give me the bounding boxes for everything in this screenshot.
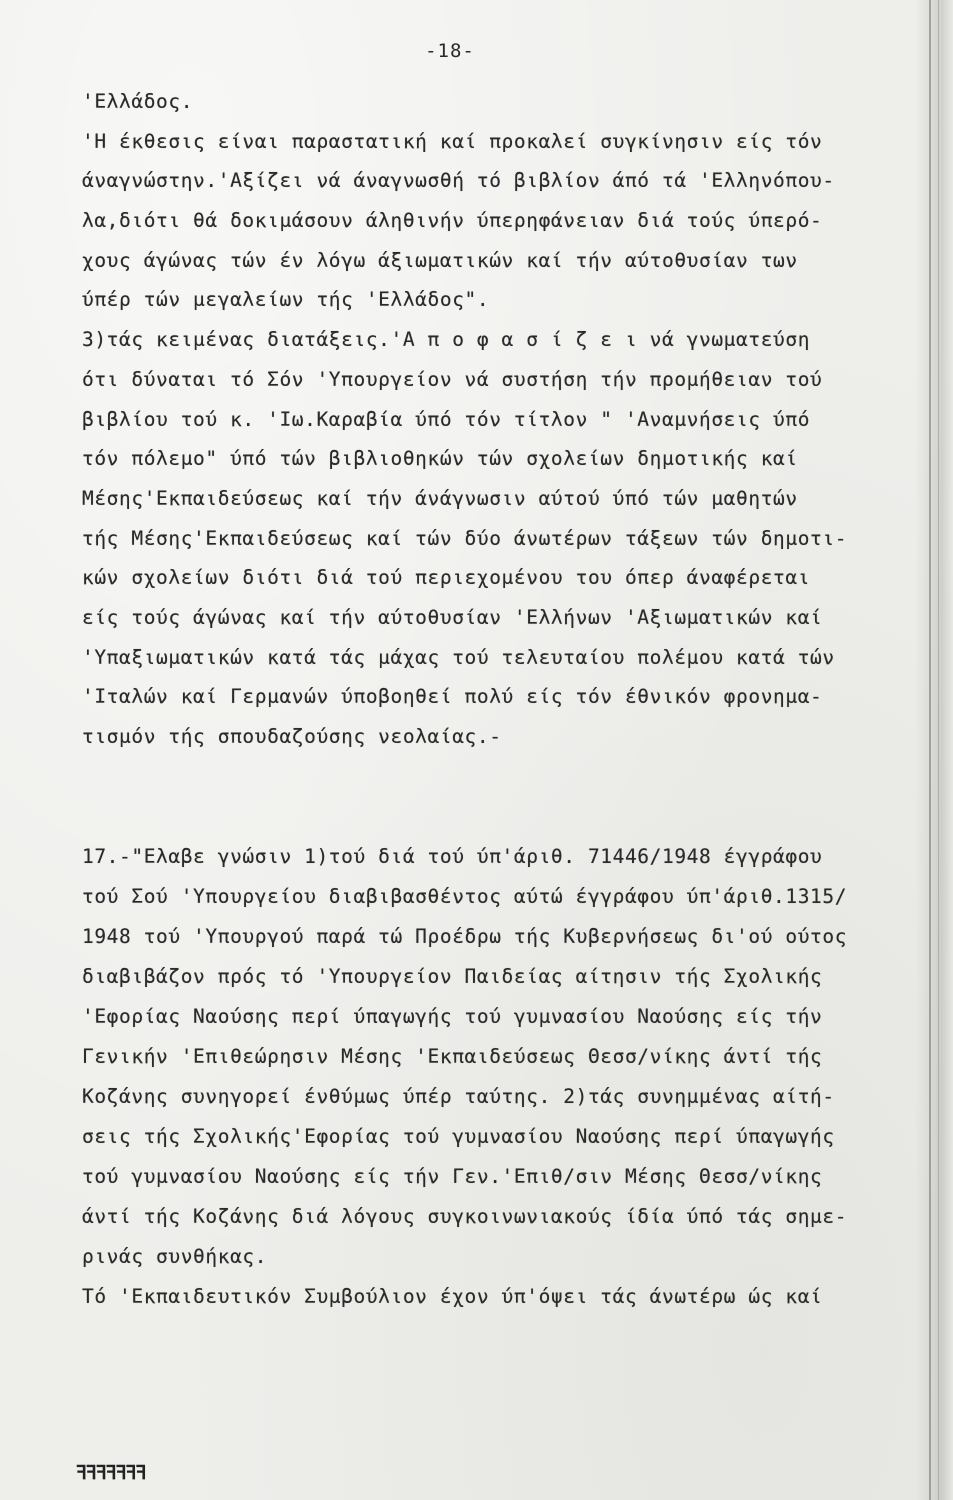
- text-line: 1948 τού 'Υπουργού παρά τώ Προέδρω τής Κυβερνήσεως δι'ού ούτος: [82, 924, 848, 948]
- text-line: 'Εφορίας Ναούσης περί ύπαγωγής τού γυμνασίου Ναούσης είς τήν: [82, 1004, 823, 1028]
- text-line: βιβλίου τού κ. 'Ιω.Καραβία ύπό τόν τίτλον " 'Αναμνήσεις ύπό: [82, 407, 811, 431]
- text-line: Κοζάνης συνηγορεί ένθύμως ύπέρ ταύτης. 2)τάς συνημμένας αίτή-: [82, 1084, 835, 1108]
- text-line: τού γυμνασίου Ναούσης είς τήν Γεν.'Επιθ/σιν Μέσης Θεσσ/νίκης: [82, 1164, 823, 1188]
- text-line: τής Μέσης'Εκπαιδεύσεως καί τών δύο άνωτέρων τάξεων τών δημοτι-: [82, 526, 848, 550]
- text-line: 'Υπαξιωματικών κατά τάς μάχας τού τελευταίου πολέμου κατά τών: [82, 645, 835, 669]
- text-line: κών σχολείων διότι διά τού περιεχομένου του όπερ άναφέρεται: [82, 566, 811, 590]
- text-line: σεις τής Σχολικής'Εφορίας τού γυμνασίου Ναούσης περί ύπαγωγής: [82, 1124, 835, 1148]
- document-body: [82, 82, 912, 1317]
- text-line: 17.-"Ελαβε γνώσιν 1)τού διά τού ύπ'άριθ. 71446/1948 έγγράφου: [82, 844, 823, 868]
- text-line: Μέσης'Εκπαιδεύσεως καί τήν άνάγνωσιν αύτού ύπό τών μαθητών: [82, 486, 798, 510]
- page-number: -18-: [425, 40, 475, 62]
- paragraph-spacer: [82, 757, 912, 837]
- text-line: 'Η έκθεσις είναι παραστατική καί προκαλεί συγκίνησιν είς τόν: [82, 129, 823, 153]
- text-line: άναγνώστην.'Αξίζει νά άναγνωσθή τό βιβλίον άπό τά 'Ελληνόπου-: [82, 169, 835, 193]
- text-line: 'Ελλάδος.: [82, 90, 194, 113]
- text-line: λα,διότι θά δοκιμάσουν άληθινήν ύπερηφάνειαν διά τούς ύπερό-: [82, 209, 823, 233]
- text-line: τόν πόλεμο" ύπό τών βιβλιοθηκών τών σχολείων δημοτικής καί: [82, 447, 798, 471]
- page-binding-edge: [915, 0, 953, 1500]
- text-line: τού Σού 'Υπουργείου διαβιβασθέντος αύτώ έγγράφου ύπ'άριθ.1315/: [82, 884, 848, 908]
- paragraph-item-17: [82, 837, 912, 1317]
- text-line: 'Ιταλών καί Γερμανών ύποβοηθεί πολύ είς τόν έθνικόν φρονημα-: [82, 685, 823, 709]
- text-line: άντί τής Κοζάνης διά λόγους συγκοινωνιακούς ίδία ύπό τάς σημε-: [82, 1204, 848, 1228]
- text-line: Τό 'Εκπαιδευτικόν Συμβούλιον έχον ύπ'όψει τάς άνωτέρω ώς καί: [82, 1284, 823, 1308]
- text-line: χους άγώνας τών έν λόγω άξιωματικών καί τήν αύτοθυσίαν των: [82, 248, 798, 272]
- footer-overstrike-mark: ꟻꟻꟻꟻꟻꟻꟻ: [76, 1462, 146, 1484]
- text-line: ότι δύναται τό Σόν 'Υπουργείον νά συστήση τήν προμήθειαν τού: [82, 367, 823, 391]
- text-line: τισμόν τής σπουδαζούσης νεολαίας.-: [82, 725, 502, 748]
- text-line: ρινάς συνθήκας.: [82, 1244, 268, 1268]
- text-line: Γενικήν 'Επιθεώρησιν Μέσης 'Εκπαιδεύσεως Θεσσ/νίκης άντί τής: [82, 1044, 823, 1068]
- paragraph-approval: [82, 82, 912, 757]
- text-line: ύπέρ τών μεγαλείων τής 'Ελλάδος".: [82, 288, 490, 312]
- text-line: 3)τάς κειμένας διατάξεις.'Α π ο φ α σ ί ζ ε ι νά γνωματεύση: [82, 328, 811, 352]
- binding-line-secondary: [938, 0, 939, 1500]
- text-line: διαβιβάζον πρός τό 'Υπουργείον Παιδείας αίτησιν τής Σχολικής: [82, 964, 823, 988]
- binding-line: [929, 0, 931, 1500]
- text-line: είς τούς άγώνας καί τήν αύτοθυσίαν 'Ελλήνων 'Αξιωματικών καί: [82, 605, 823, 629]
